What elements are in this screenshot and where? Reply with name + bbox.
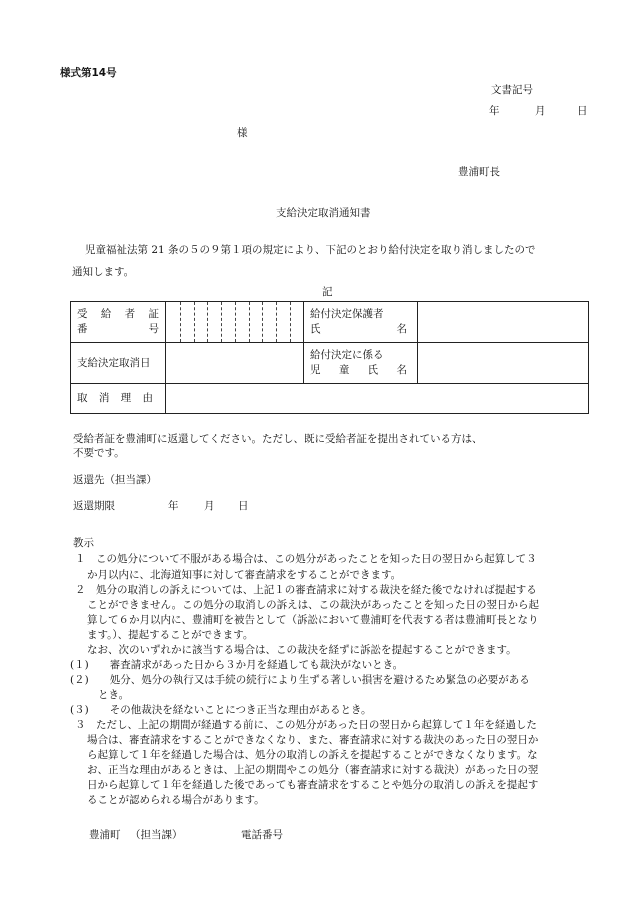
return-deadline-month: 月 [204,500,215,512]
instruction-line: ２ 処分の取消しの訴えについては、上記１の審査請求に対する裁決を経た後でなければ提起する [75,584,537,596]
return-deadline-label: 返還期限 [73,500,115,512]
cancel-date-cell[interactable] [166,343,304,384]
table-row [71,384,589,414]
instruction-line: １ この処分について不服がある場合は、この処分があったことを知った日の翌日から起算して３ [75,553,537,565]
instruction-line: (１) 審査請求があった日から３か月を経過しても裁決がないとき。 [70,659,404,671]
return-to: 返還先（担当課） [73,474,157,486]
instruction-line: ることが認められる場合があります。 [87,794,265,806]
instruction-line: 場合は、審査請求をすることができなくなり、また、審査請求に対する裁決のあった日の翌日か [87,734,539,746]
return-notice-line-1: 受給者証を豊浦町に返還してください。ただし、既に受給者証を提出されている方は、 [73,433,483,445]
document-title: 支給決定取消通知書 [276,207,371,219]
instruction-line: ます。）、提起することができます。 [87,629,254,641]
table-row [71,343,589,384]
instruction-line: とき。 [98,689,130,701]
child-name-cell[interactable] [418,343,589,384]
footer-dept: （担当課） [130,829,183,841]
table-row [71,302,589,343]
instruction-line: 算して６か月以内に、豊浦町を被告として（訴訟において豊浦町を代表する者は豊浦町長となり [87,614,539,626]
instruction-line: お、正当な理由があるときは、上記の期間やこの処分（審査請求に対する裁決）があった日の翌 [87,764,539,776]
doc-ref: 文書記号 [491,84,533,96]
recipient-cert-number-cell[interactable] [166,302,304,343]
form-number: 様式第14号 [60,67,117,79]
instruction-line: か月以内に、北海道知事に対して審査請求をすることができます。 [87,569,402,581]
info-table [70,301,589,414]
instruction-line: 日から起算して１年を経過した後であっても審査請求をすることや処分の取消しの訴えを提起す [87,779,539,791]
reason-label: 取 消 理 由 [71,384,166,414]
instruction-line: (２) 処分、処分の執行又は手続の続行により生ずる著しい損害を避けるため緊急の必要がある [70,674,530,686]
date-day: 日 [577,105,588,117]
return-notice-line-2: 不要です。 [73,447,125,459]
footer-town: 豊浦町 [89,829,121,841]
reason-cell[interactable] [166,384,589,414]
cancel-date-label: 支給決定取消日 [71,343,166,384]
instruction-line: ら起算して１年を経過した場合は、処分の取消しの訴えを提起することができなくなります。な [87,749,538,761]
footer-phone: 電話番号 [241,829,283,841]
intro-line-2: 通知します。 [72,266,135,278]
child-name-label: 給付決定に係る 児 童 氏 名 [304,343,418,384]
guardian-name-label: 給付決定保護者 氏 名 [304,302,418,343]
addressee-suffix: 様 [237,127,248,139]
ki-label: 記 [322,286,333,298]
instruction-line: ことができません。この処分の取消しの訴えは、この裁決があったことを知った日の翌日から起 [87,599,540,611]
instruction-heading: 教示 [73,537,94,549]
guardian-name-cell[interactable] [418,302,589,343]
return-deadline-day: 日 [238,500,249,512]
issuer: 豊浦町長 [458,166,500,178]
date-year: 年 [489,105,500,117]
recipient-cert-label: 受 給 者 証 番 号 [71,302,166,343]
instruction-line: ３ ただし、上記の期間が経過する前に、この処分があった日の翌日から起算して１年を経過した [75,719,537,731]
instruction-line: なお、次のいずれかに該当する場合は、この裁決を経ずに訴訟を提起することができます。 [87,644,517,656]
return-deadline-year: 年 [168,500,179,512]
instruction-line: (３) その他裁決を経ないことにつき正当な理由があるとき。 [70,704,372,716]
intro-line-1: 児童福祉法第 21 条の５の９第１項の規定により、下記のとおり給付決定を取り消しましたので [85,244,536,256]
date-month: 月 [535,105,546,117]
